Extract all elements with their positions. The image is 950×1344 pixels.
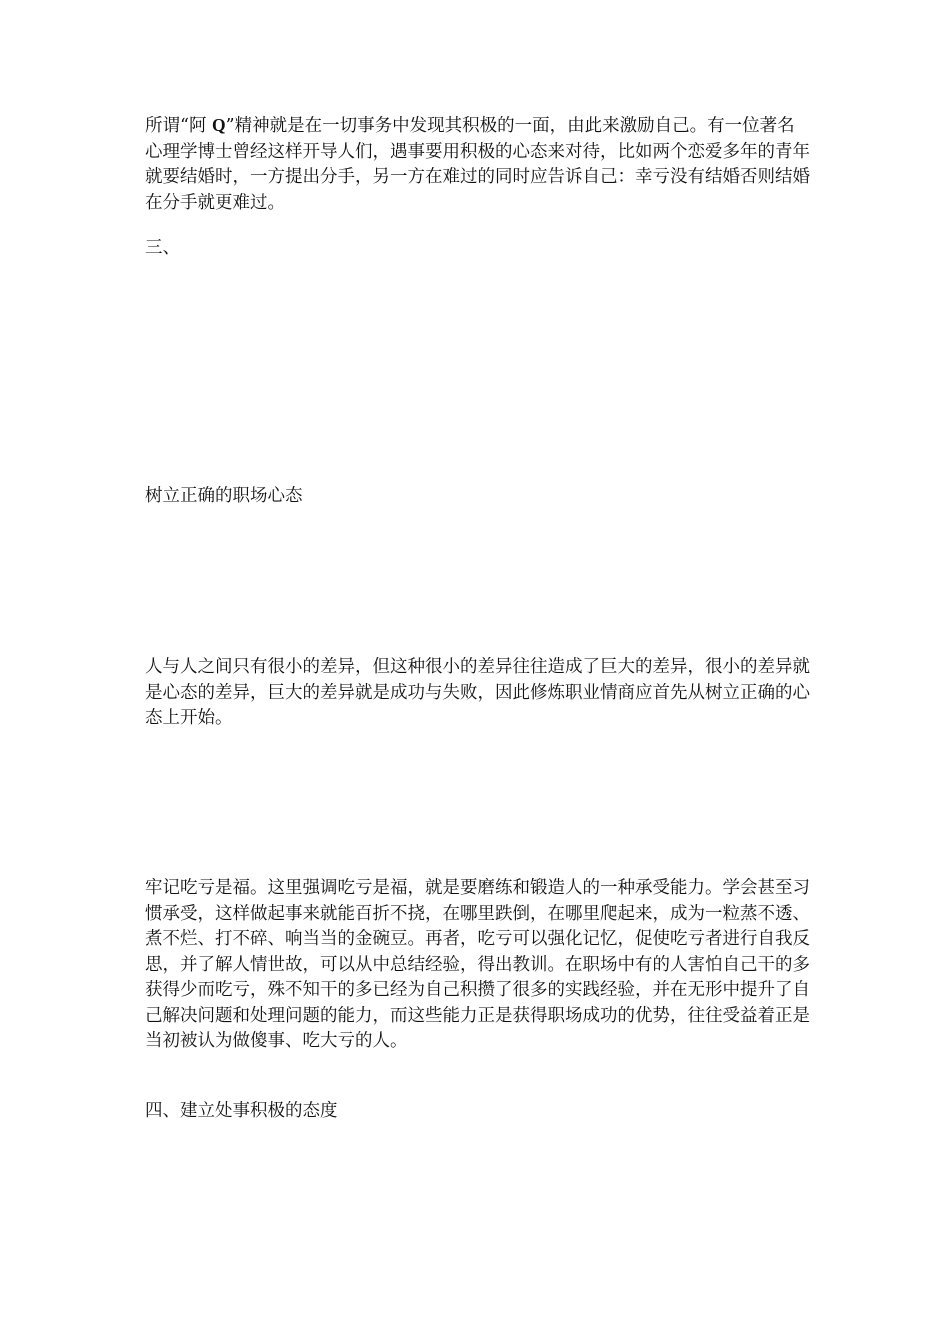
paragraph-1-text-c: ”精神就是在一切事务中发现其积极的一面，由此来激励自己。有一位著名心理学博士曾经这样开导人们，遇事要用积极的心态来对待，比如两个恋爱多年的青年就要结婚时，一方提出分手，另一方在难过的同时应告诉自己：幸亏没有结婚否则结婚在分手就更难过。	[145, 116, 810, 213]
paragraph-1-letter-q: Q	[212, 115, 226, 135]
section-title-mindset: 树立正确的职场心态	[145, 486, 303, 506]
paragraph-ah-q-spirit	[145, 113, 810, 216]
section-heading-three: 三、	[145, 238, 180, 258]
paragraph-small-differences: 人与人之间只有很小的差异，但这种很小的差异往往造成了巨大的差异，很小的差异就是心态的差异，巨大的差异就是成功与失败，因此修炼职业情商应首先从树立正确的心态上开始。	[145, 657, 810, 728]
paragraph-1-text-a: 所谓“阿	[145, 116, 213, 136]
paragraph-loss-is-blessing: 牢记吃亏是福。这里强调吃亏是福，就是要磨练和锻造人的一种承受能力。学会甚至习惯承受，这样做起事来就能百折不挠，在哪里跌倒，在哪里爬起来，成为一粒蒸不透、煮不烂、打不碎、响当当的金碗豆。再者，吃亏可以强化记忆，促使吃亏者进行自我反思，并了解人情世故，可以从中总结经验，得出教训。在职场中有的人害怕自己干的多获得少而吃亏，殊不知干的多已经为自己积攒了很多的实践经验，并在无形中提升了自己解决问题和处理问题的能力，而这些能力正是获得职场成功的优势，往往受益着正是当初被认为做傻事、吃大亏的人。	[145, 878, 810, 1051]
section-heading-four: 四、建立处事积极的态度	[145, 1101, 338, 1121]
